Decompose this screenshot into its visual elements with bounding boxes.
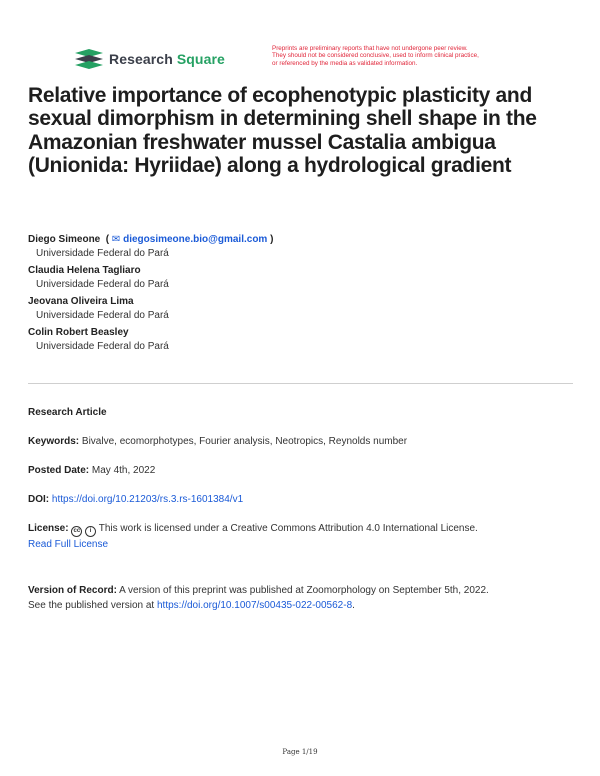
author-affiliation: Universidade Federal do Pará [36,341,169,352]
doi-link[interactable]: https://doi.org/10.21203/rs.3.rs-1601384/v1 [51,494,244,505]
author-name: Colin Robert Beasley [28,327,129,338]
version-of-record-text: A version of this preprint was published at Zoomorphology on September 5th, 2022. [119,585,489,596]
author-affiliation: Universidade Federal do Pará [36,248,169,259]
license [28,521,576,552]
author-affiliation: Universidade Federal do Pará [36,279,169,290]
doi [28,492,576,507]
envelope-icon: ✉ [111,234,121,245]
article-type: Research Article [28,407,107,418]
author-name: Claudia Helena Tagliaro [28,265,141,276]
brand-name-part2: Square [176,51,225,67]
posted-date [28,463,576,478]
cc-icon: cc [71,526,82,537]
published-version-link[interactable]: https://doi.org/10.1007/s00435-022-00562-8 [156,600,353,611]
keywords-value: Bivalve, ecomorphotypes, Fourier analysis, Neotropics, Reynolds number [81,436,408,447]
notice-line: They should not be considered conclusive, used to inform clinical practice, [272,52,479,60]
research-square-logo-icon [75,49,103,69]
version-of-record [28,583,576,613]
notice-line: Preprints are preliminary reports that have not undergone peer review. [272,45,468,52]
license-label: License: [28,523,69,534]
brand-name [109,51,225,67]
keywords [28,434,576,449]
version-of-record-label: Version of Record: [28,585,117,596]
keywords-label: Keywords: [28,436,80,447]
author-email-link[interactable]: diegosimeone.bio@gmail.com [123,234,268,245]
author-item: Diego Simeone ( ✉ diegosimeone.bio@gmail.com ) [28,234,274,245]
notice-line: or referenced by the media as validated information. [272,59,418,67]
page-number: Page 1/19 [282,748,318,756]
posted-date-value: May 4th, 2022 [91,465,156,476]
license-text: This work is licensed under a Creative Commons Attribution 4.0 International License. [98,523,478,534]
doi-label: DOI: [28,494,50,505]
version-of-record-text: See the published version at [28,600,155,611]
author-affiliation: Universidade Federal do Pará [36,310,169,321]
author-list [28,234,548,353]
brand-name-part1: Research [109,51,173,67]
author-name: Diego Simeone [28,234,101,245]
author-name: Jeovana Oliveira Lima [28,296,134,307]
paper-title: Relative importance of ecophenotypic plasticity and sexual dimorphism in determining shell shape in the Amazonian freshwater mussel Castalia ambigua (Unionida: Hyriidae) along a hydrological gradient [28,84,537,177]
preprint-notice [272,45,542,67]
research-square-logo[interactable] [75,46,235,72]
by-icon: i [85,526,96,537]
read-full-license-link[interactable]: Read Full License [28,539,109,550]
version-of-record-end: . [352,600,355,611]
posted-date-label: Posted Date: [28,465,90,476]
section-divider [28,383,573,384]
